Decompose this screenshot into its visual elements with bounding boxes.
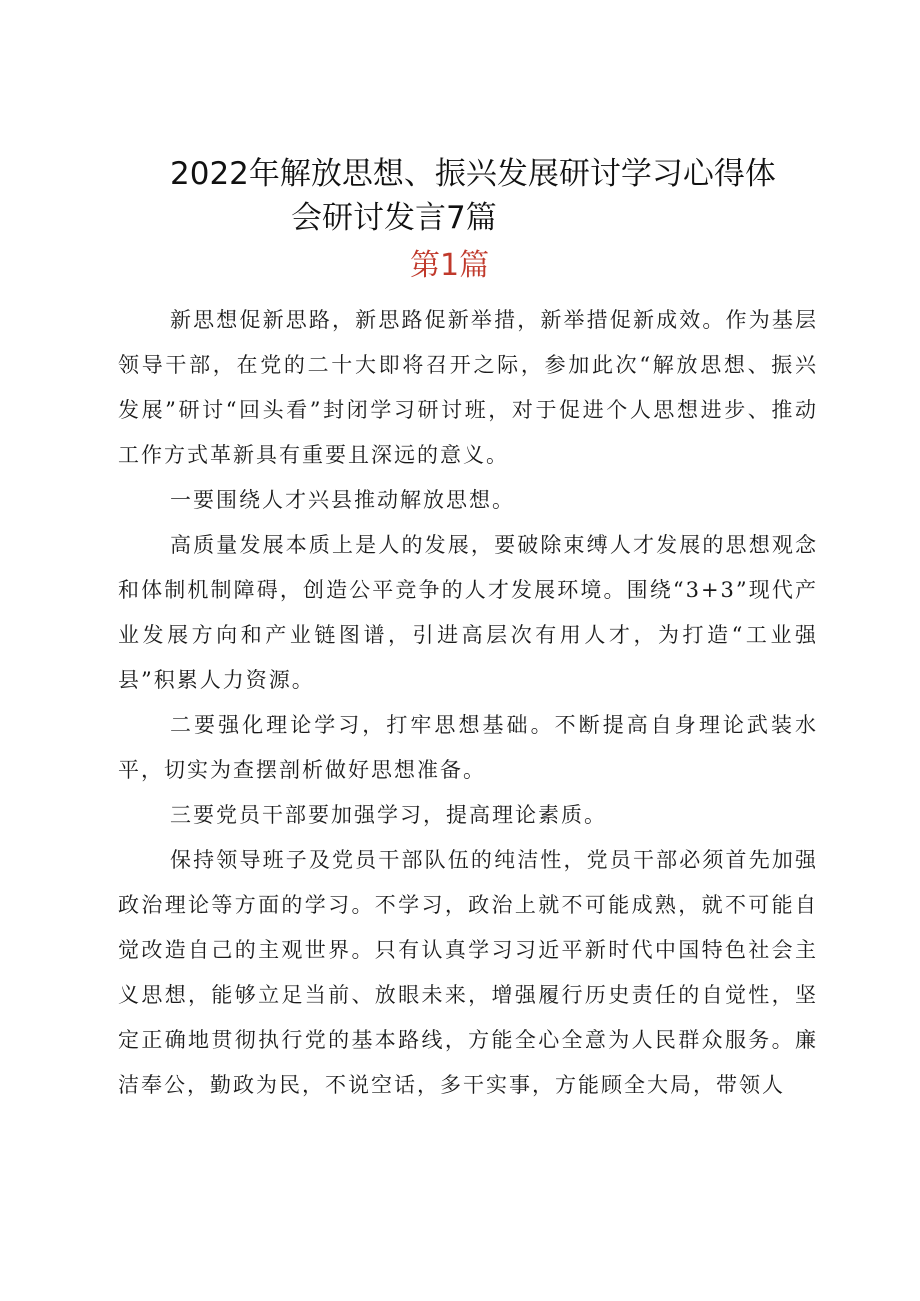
document-title	[170, 152, 830, 240]
paragraph: 三要党员干部要加强学习，提高理论素质。	[170, 803, 607, 827]
section-heading: 第1篇	[410, 248, 490, 283]
paragraph: 高质量发展本质上是人的发展，要破除束缚人才发展的思想观念和体制机制障碍，创造公平竞争的人才发展环境。围绕“3+3”现代产业发展方向和产业链图谱，引进高层次有用人才，为打造“工业强县”积累人力资源。	[118, 533, 818, 692]
paragraph: 二要强化理论学习，打牢思想基础。不断提高自身理论武装水平，切实为查摆剖析做好思想准备。	[118, 713, 818, 782]
paragraph: 新思想促新思路，新思路促新举措，新举措促新成效。作为基层领导干部，在党的二十大即将召开之际，参加此次“解放思想、振兴发展”研讨“回头看”封闭学习研讨班，对于促进个人思想进步、推动工作方式革新具有重要且深远的意义。	[118, 308, 818, 467]
paragraph: 一要围绕人才兴县推动解放思想。	[170, 488, 515, 512]
document-body	[118, 298, 818, 1108]
title-line-2: 会研讨发言7篇	[291, 200, 497, 236]
paragraph: 保持领导班子及党员干部队伍的纯洁性，党员干部必须首先加强政治理论等方面的学习。不学习，政治上就不可能成熟，就不可能自觉改造自己的主观世界。只有认真学习习近平新时代中国特色社会主义思想，能够立足当前、放眼未来，增强履行历史责任的自觉性，坚定正确地贯彻执行党的基本路线，方能全心全意为人民群众服务。廉洁奉公，勤政为民，不说空话，多干实事，方能顾全大局，带领人	[118, 848, 818, 1097]
title-line-1: 2022年解放思想、振兴发展研讨学习心得体	[170, 156, 776, 192]
